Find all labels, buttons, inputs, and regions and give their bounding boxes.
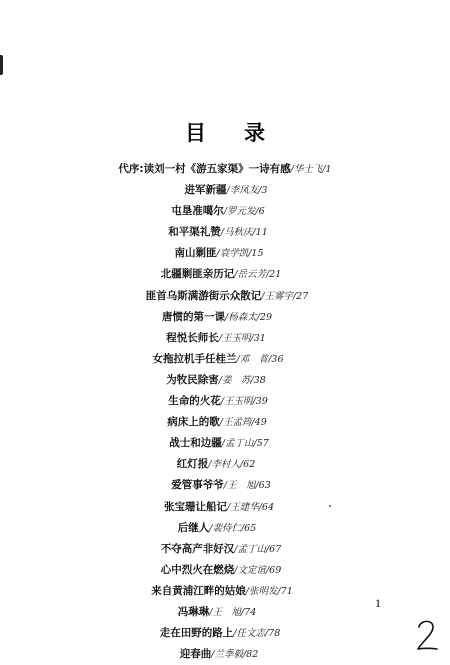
toc-entry-author-page: /李凤友/3 <box>226 185 268 197</box>
toc-entry <box>0 222 450 243</box>
toc-entry-title: 来自黄浦江畔的姑娘 <box>151 584 246 597</box>
toc-entry-text <box>161 539 282 560</box>
toc-entry-text <box>151 581 293 602</box>
toc-entry <box>0 518 450 539</box>
toc-entry <box>0 644 450 665</box>
handwritten-page-mark <box>416 618 438 652</box>
toc-entry <box>0 264 450 285</box>
toc-entry-text <box>167 412 267 433</box>
toc-entry-text <box>161 264 282 285</box>
toc-entry-author-page: /王建华/64 <box>227 501 274 513</box>
toc-entry-author-page: /王玉明/39 <box>220 396 268 408</box>
toc-entry-title: 张宝珊让船记 <box>164 500 227 513</box>
toc-entry-text <box>169 433 269 454</box>
toc-entry <box>0 602 450 623</box>
toc-entry-author-page: /任文志/78 <box>233 628 281 640</box>
toc-entry-text <box>146 286 309 307</box>
toc-entry-text <box>180 644 259 665</box>
toc-entry-title: 南山剿匪 <box>174 247 217 260</box>
toc-entry-author-page: /王玉明/31 <box>218 332 266 344</box>
toc-entry-author-page: /李村人/62 <box>208 459 256 471</box>
toc-entry <box>0 370 450 391</box>
toc-entry-title: 进军新疆 <box>184 184 227 197</box>
toc-entry-author-page: /王 旭/74 <box>209 606 257 618</box>
toc-entry-author-page: /罗元发/6 <box>223 206 265 218</box>
toc-entry-author-page: /袁学凯/15 <box>216 248 264 260</box>
toc-entry-title: 不夺高产非好汉 <box>160 542 235 555</box>
toc-entry-text <box>168 222 268 243</box>
toc-entry-author-page: /岳云芳/21 <box>234 269 282 281</box>
toc-entry-text <box>178 518 257 539</box>
toc-entry <box>0 497 450 518</box>
toc-entry-author-page: /姜 苏/38 <box>218 374 266 386</box>
toc-entry-title: 屯垦准噶尔 <box>171 205 224 218</box>
toc-entry-author-page: /孟丁山/67 <box>234 543 282 555</box>
toc-entry-title: 代序:读刘一村《游五家渠》一诗有感 <box>118 163 291 175</box>
toc-entry-author-page: /张明发/71 <box>245 585 293 597</box>
toc-entry <box>0 581 450 602</box>
toc-entry-title: 匪首乌斯满游街示众散记 <box>145 289 262 302</box>
toc-entry-title: 走在田野的路上 <box>159 627 234 640</box>
binding-mark <box>0 55 3 75</box>
toc-entry-text <box>166 328 266 349</box>
table-of-contents <box>0 159 450 665</box>
toc-entry <box>0 560 450 581</box>
toc-entry <box>0 307 450 328</box>
toc-entry <box>0 328 450 349</box>
toc-entry <box>0 623 450 644</box>
toc-entry-author-page: /杨森太/29 <box>225 311 272 323</box>
toc-entry-text <box>162 307 272 328</box>
toc-entry-title: 爱管事爷爷 <box>171 479 224 492</box>
toc-entry <box>0 180 450 201</box>
toc-entry-title: 女拖拉机手任桂兰 <box>152 352 237 365</box>
toc-entry-title: 病床上的歌 <box>167 416 220 429</box>
toc-entry-author-page: /裴侍仁/65 <box>209 522 257 534</box>
toc-entry <box>0 286 450 307</box>
toc-entry-title: 北疆剿匪亲历记 <box>160 268 235 281</box>
toc-entry-author-page: /华士飞/1 <box>290 164 332 175</box>
toc-entry-title: 唐惯的第一课 <box>162 310 225 323</box>
page-number: 1 <box>375 596 381 610</box>
toc-entry-text <box>161 560 282 581</box>
toc-entry-author-page: /文定谊/69 <box>234 564 282 576</box>
toc-entry-text <box>153 349 284 370</box>
toc-entry-text <box>160 623 281 644</box>
toc-entry-text <box>164 497 274 518</box>
toc-entry-title: 后继人 <box>177 521 210 534</box>
page-title: 目录 <box>185 121 303 146</box>
toc-entry <box>0 454 450 475</box>
toc-entry-title: 生命的火花 <box>168 395 221 408</box>
toc-entry-author-page: /王孟筠/49 <box>219 417 267 429</box>
toc-entry-text <box>171 475 271 496</box>
toc-entry <box>0 539 450 560</box>
toc-entry-title: 程悦长师长 <box>166 331 219 344</box>
toc-entry-author-page: /兰季毅/82 <box>211 649 259 661</box>
toc-entry-author-page: /王 旭/63 <box>223 480 271 492</box>
toc-entry-text <box>185 180 268 201</box>
toc-entry-text <box>175 243 264 264</box>
toc-entry <box>0 243 450 264</box>
toc-entry <box>0 159 450 180</box>
toc-entry-title: 迎春曲 <box>179 648 212 661</box>
toc-entry-text <box>171 201 264 222</box>
toc-entry-title: 红灯报 <box>176 458 209 471</box>
toc-entry-text <box>168 391 268 412</box>
toc-entry <box>0 349 450 370</box>
toc-entry-author-page: /邓 普/36 <box>236 353 284 365</box>
toc-entry-text <box>166 370 266 391</box>
toc-entry-text <box>177 454 256 475</box>
toc-entry-author-page: /孟丁山/57 <box>221 438 269 450</box>
toc-entry <box>0 391 450 412</box>
toc-entry-title: 为牧民除害 <box>166 373 219 386</box>
toc-entry <box>0 433 450 454</box>
toc-entry-title: 冯琳琳 <box>177 605 210 618</box>
toc-entry <box>0 201 450 222</box>
toc-entry-text <box>178 602 257 623</box>
toc-entry-title: 心中烈火在燃烧 <box>160 563 235 576</box>
toc-entry-title: 战士和边疆 <box>169 437 222 450</box>
toc-entry-author-page: /马秋庆/11 <box>220 227 268 239</box>
toc-entry-title: 和平渠礼赞 <box>168 226 221 239</box>
toc-entry <box>0 412 450 433</box>
toc-entry <box>0 475 450 496</box>
toc-entry-text <box>118 159 331 180</box>
toc-entry-author-page: /王雾宇/27 <box>261 290 309 302</box>
